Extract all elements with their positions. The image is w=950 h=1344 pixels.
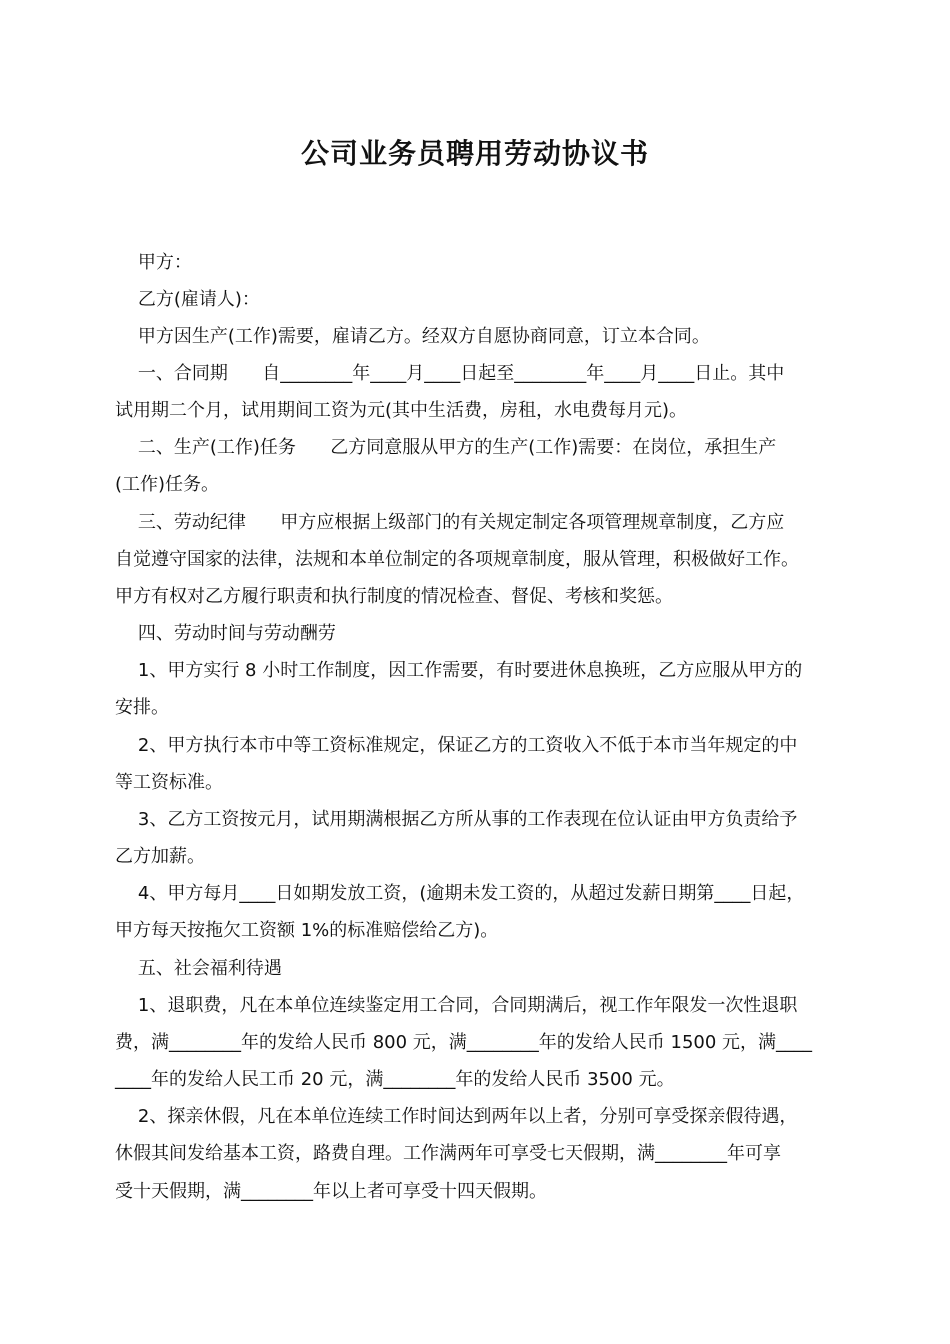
party-a-line: 甲方：: [115, 252, 192, 273]
clause-4-3-line-1: 3、乙方工资按元月，试用期满根据乙方所从事的工作表现在位认证由甲方负责给予: [115, 809, 798, 830]
clause-5-1-line-2: 费，满________年的发给人民币 800 元，满________年的发给人民币 1500 元，满____: [115, 1032, 813, 1053]
preamble-line: 甲方因生产(工作)需要，雇请乙方。经双方自愿协商同意，订立本合同。: [115, 326, 710, 347]
party-b-line: 乙方(雇请人)：: [115, 289, 260, 310]
document-title: 公司业务员聘用劳动协议书: [300, 137, 649, 170]
clause-3-line-2: 自觉遵守国家的法律，法规和本单位制定的各项规章制度，服从管理，积极做好工作。: [115, 549, 799, 570]
clause-4-4-line-1: 4、甲方每月____日如期发放工资，(逾期未发工资的，从超过发薪日期第____日起，: [115, 883, 805, 904]
clause-1-line-2: 试用期二个月，试用期间工资为元(其中生活费，房租，水电费每月元)。: [115, 400, 688, 421]
clause-4-1-line-2: 安排。: [115, 697, 169, 718]
clause-4-3-line-2: 乙方加薪。: [115, 846, 205, 867]
clause-4-4-line-2: 甲方每天按拖欠工资额 1%的标准赔偿给乙方)。: [115, 920, 499, 941]
clause-5-1-line-3: ____年的发给人民工币 20 元，满________年的发给人民币 3500 元。: [115, 1069, 675, 1090]
clause-5-1-line-1: 1、退职费，凡在本单位连续鉴定用工合同，合同期满后，视工作年限发一次性退职: [115, 995, 798, 1016]
section-5-heading: 五、社会福利待遇: [115, 958, 282, 979]
clause-4-2-line-2: 等工资标准。: [115, 772, 223, 793]
clause-5-2-line-3: 受十天假期，满________年以上者可享受十四天假期。: [115, 1181, 547, 1202]
clause-1-line-1: 一、合同期 自________年____月____日起至________年____月____日止。其中: [115, 363, 785, 384]
clause-5-2-line-1: 2、探亲休假，凡在本单位连续工作时间达到两年以上者，分别可享受探亲假待遇，: [115, 1106, 798, 1127]
clause-5-2-line-2: 休假其间发给基本工资，路费自理。工作满两年可享受七天假期，满________年可享: [115, 1143, 781, 1164]
section-4-heading: 四、劳动时间与劳动酬劳: [115, 623, 336, 644]
clause-3-line-3: 甲方有权对乙方履行职责和执行制度的情况检查、督促、考核和奖惩。: [115, 586, 673, 607]
clause-2-line-1: 二、生产(工作)任务 乙方同意服从甲方的生产(工作)需要：在岗位，承担生产: [115, 437, 777, 458]
clause-2-line-2: (工作)任务。: [115, 474, 220, 495]
clause-4-1-line-1: 1、甲方实行 8 小时工作制度，因工作需要，有时要进休息换班，乙方应服从甲方的: [115, 660, 803, 681]
clause-4-2-line-1: 2、甲方执行本市中等工资标准规定，保证乙方的工资收入不低于本市当年规定的中: [115, 735, 798, 756]
clause-3-line-1: 三、劳动纪律 甲方应根据上级部门的有关规定制定各项管理规章制度，乙方应: [115, 512, 785, 533]
